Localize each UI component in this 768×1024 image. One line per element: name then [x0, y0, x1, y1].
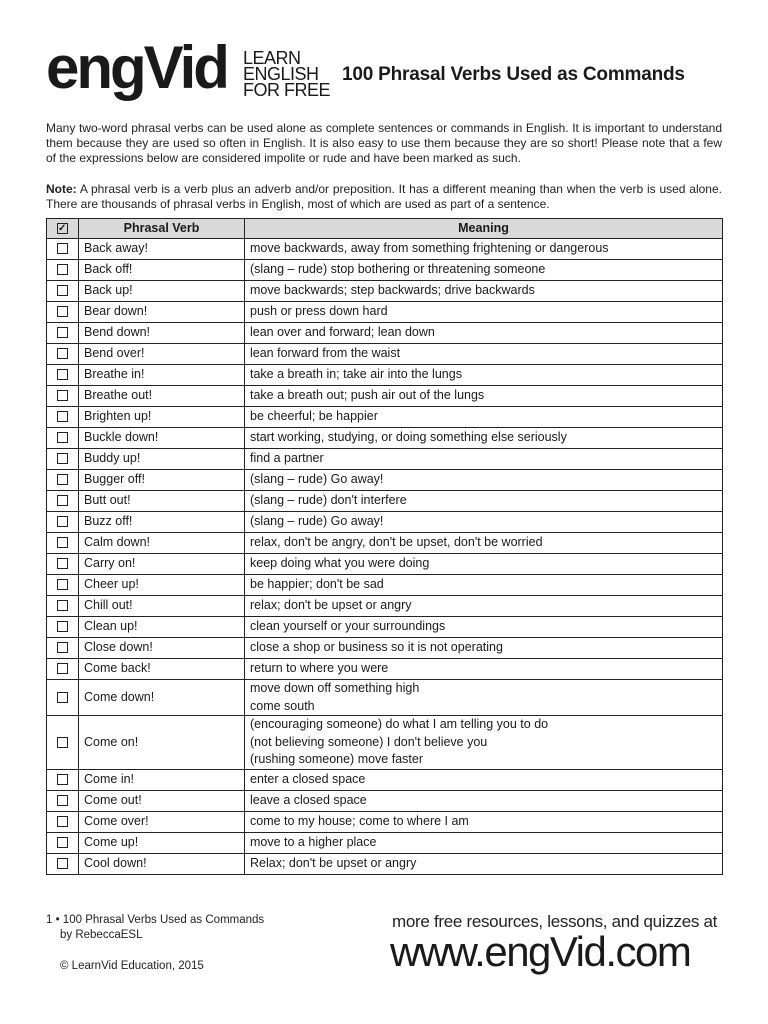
table-row	[47, 344, 723, 365]
meaning-cell	[245, 365, 723, 386]
meaning-cell	[245, 554, 723, 575]
meaning-line: come south	[250, 698, 315, 713]
meaning-line: keep doing what you were doing	[250, 556, 430, 571]
checkbox[interactable]	[57, 816, 68, 827]
phrasal-verb-cell: Clean up!	[79, 617, 245, 638]
meaning-cell	[245, 491, 723, 512]
checkbox[interactable]	[57, 579, 68, 590]
checkbox-cell	[47, 790, 79, 811]
phrasal-verb-cell: Chill out!	[79, 596, 245, 617]
meaning-cell	[245, 617, 723, 638]
meaning-line: close a shop or business so it is not operating	[250, 640, 503, 655]
meaning-line: Relax; don't be upset or angry	[250, 855, 417, 870]
checkbox-cell	[47, 832, 79, 853]
table-row	[47, 638, 723, 659]
meaning-cell	[245, 832, 723, 853]
page-header	[46, 34, 726, 114]
checkbox[interactable]	[57, 453, 68, 464]
table-body	[47, 239, 723, 875]
phrasal-verb-cell: Bear down!	[79, 302, 245, 323]
table-row	[47, 302, 723, 323]
checkbox-cell	[47, 554, 79, 575]
meaning-line: take a breath out; push air out of the lungs	[250, 388, 485, 403]
checkbox[interactable]	[57, 837, 68, 848]
checkbox[interactable]	[57, 390, 68, 401]
table-row	[47, 365, 723, 386]
table-row	[47, 575, 723, 596]
tagline-line-1: LEARN	[243, 48, 301, 68]
checkbox[interactable]	[57, 663, 68, 674]
phrasal-verb-cell: Buddy up!	[79, 449, 245, 470]
checkbox[interactable]	[57, 264, 68, 275]
checkbox-cell	[47, 323, 79, 344]
meaning-cell	[245, 680, 723, 716]
checkbox[interactable]	[57, 285, 68, 296]
table-header-row	[47, 219, 723, 239]
checkbox[interactable]	[57, 243, 68, 254]
meaning-line: move backwards, away from something frightening or dangerous	[250, 241, 609, 256]
phrasal-verb-cell: Breathe out!	[79, 386, 245, 407]
checkbox[interactable]	[57, 369, 68, 380]
table-row	[47, 407, 723, 428]
meaning-cell	[245, 790, 723, 811]
meaning-line: (slang – rude) Go away!	[250, 514, 384, 529]
phrasal-verb-cell: Come out!	[79, 790, 245, 811]
meaning-cell	[245, 281, 723, 302]
checkbox-cell	[47, 260, 79, 281]
meaning-cell	[245, 260, 723, 281]
phrasal-verb-cell: Bend over!	[79, 344, 245, 365]
meaning-line: be cheerful; be happier	[250, 409, 378, 424]
phrasal-verb-cell: Come over!	[79, 811, 245, 832]
meaning-line: leave a closed space	[250, 792, 367, 807]
meaning-cell	[245, 811, 723, 832]
meaning-cell	[245, 575, 723, 596]
meaning-cell	[245, 344, 723, 365]
footer-credits	[46, 913, 264, 974]
checkbox[interactable]	[57, 537, 68, 548]
meaning-line: be happier; don't be sad	[250, 577, 384, 592]
checkbox-cell	[47, 659, 79, 680]
checkbox-cell	[47, 680, 79, 716]
table-row	[47, 386, 723, 407]
table-row	[47, 491, 723, 512]
checkbox[interactable]	[57, 327, 68, 338]
checkbox-cell	[47, 344, 79, 365]
meaning-cell	[245, 470, 723, 491]
meaning-cell	[245, 659, 723, 680]
phrasal-verb-cell: Breathe in!	[79, 365, 245, 386]
checkbox-cell	[47, 617, 79, 638]
checkbox-cell	[47, 407, 79, 428]
footer-page-line: 1 • 100 Phrasal Verbs Used as Commands	[46, 914, 265, 926]
logo-tagline	[243, 50, 330, 98]
checkbox-cell	[47, 769, 79, 790]
meaning-line: (rushing someone) move faster	[250, 752, 423, 766]
table-row	[47, 428, 723, 449]
table-row	[47, 790, 723, 811]
checked-box-icon	[57, 223, 68, 234]
document-title: 100 Phrasal Verbs Used as Commands	[342, 64, 685, 85]
checkbox-cell	[47, 386, 79, 407]
tagline-line-2: ENGLISH	[243, 64, 319, 84]
phrasal-verb-cell: Back off!	[79, 260, 245, 281]
table-row	[47, 617, 723, 638]
meaning-line: take a breath in; take air into the lungs	[250, 367, 462, 382]
checkbox-cell	[47, 449, 79, 470]
meaning-line: start working, studying, or doing something else seriously	[250, 430, 567, 445]
checkbox[interactable]	[57, 432, 68, 443]
meaning-line: move backwards; step backwards; drive backwards	[250, 283, 535, 298]
checkbox-cell	[47, 638, 79, 659]
footer-website-link[interactable]: www.engVid.com	[390, 928, 691, 975]
footer-author: by RebeccaESL	[60, 929, 143, 941]
phrasal-verb-cell: Come in!	[79, 769, 245, 790]
checkbox-cell	[47, 281, 79, 302]
checkbox-cell	[47, 811, 79, 832]
table-row	[47, 554, 723, 575]
meaning-cell	[245, 302, 723, 323]
meaning-line: (encouraging someone) do what I am telling you to do	[250, 717, 549, 731]
checkbox-cell	[47, 239, 79, 260]
meaning-cell	[245, 853, 723, 874]
meaning-line: clean yourself or your surroundings	[250, 619, 446, 634]
phrasal-verb-cell: Cheer up!	[79, 575, 245, 596]
phrasal-verb-column-header: Phrasal Verb	[79, 219, 245, 239]
meaning-cell	[245, 596, 723, 617]
checkbox[interactable]	[57, 474, 68, 485]
table-row	[47, 832, 723, 853]
meaning-cell	[245, 428, 723, 449]
meaning-line: (slang – rude) Go away!	[250, 472, 384, 487]
footer-copyright: © LearnVid Education, 2015	[60, 960, 204, 972]
phrasal-verb-cell: Buzz off!	[79, 512, 245, 533]
phrasal-verb-cell: Bend down!	[79, 323, 245, 344]
phrasal-verb-cell: Come back!	[79, 659, 245, 680]
meaning-line: relax, don't be angry, don't be upset, don't be worried	[250, 535, 543, 550]
checkbox[interactable]	[57, 306, 68, 317]
table-row	[47, 239, 723, 260]
checkbox[interactable]	[57, 411, 68, 422]
phrasal-verb-cell: Cool down!	[79, 853, 245, 874]
engvid-logo: engVid	[46, 34, 227, 101]
meaning-cell	[245, 323, 723, 344]
meaning-line: relax; don't be upset or angry	[250, 598, 412, 613]
checkbox-cell	[47, 575, 79, 596]
table-row	[47, 281, 723, 302]
meaning-line: enter a closed space	[250, 771, 366, 786]
checkbox[interactable]	[57, 348, 68, 359]
note-paragraph	[46, 182, 722, 212]
checkbox[interactable]	[57, 516, 68, 527]
checkbox[interactable]	[57, 858, 68, 869]
phrasal-verb-cell: Carry on!	[79, 554, 245, 575]
checkbox-cell	[47, 365, 79, 386]
table-row	[47, 716, 723, 770]
meaning-cell	[245, 716, 723, 770]
phrasal-verb-cell: Buckle down!	[79, 428, 245, 449]
table-row	[47, 260, 723, 281]
meaning-cell	[245, 769, 723, 790]
meaning-line: (slang – rude) don't interfere	[250, 493, 407, 508]
meaning-line: come to my house; come to where I am	[250, 813, 469, 828]
meaning-line: move down off something high	[250, 681, 420, 695]
checkbox-cell	[47, 512, 79, 533]
meaning-cell	[245, 638, 723, 659]
meaning-cell	[245, 407, 723, 428]
table-row	[47, 853, 723, 874]
checkbox[interactable]	[57, 621, 68, 632]
phrasal-verb-cell: Bugger off!	[79, 470, 245, 491]
checkbox-column-header	[47, 219, 79, 239]
checkbox[interactable]	[57, 692, 68, 703]
phrasal-verb-cell: Calm down!	[79, 533, 245, 554]
checkbox-cell	[47, 428, 79, 449]
phrasal-verb-cell: Come up!	[79, 832, 245, 853]
checkbox-cell	[47, 302, 79, 323]
meaning-line: (not believing someone) I don't believe you	[250, 734, 488, 749]
tagline-line-3: FOR FREE	[243, 80, 331, 100]
meaning-column-header: Meaning	[245, 219, 723, 239]
meaning-line: find a partner	[250, 451, 324, 466]
phrasal-verb-cell: Back away!	[79, 239, 245, 260]
phrasal-verb-cell: Brighten up!	[79, 407, 245, 428]
checkbox[interactable]	[57, 495, 68, 506]
meaning-cell	[245, 533, 723, 554]
meaning-line: move to a higher place	[250, 834, 377, 849]
checkbox[interactable]	[57, 642, 68, 653]
checkbox-cell	[47, 853, 79, 874]
meaning-cell	[245, 239, 723, 260]
table-row	[47, 680, 723, 716]
intro-paragraph: Many two-word phrasal verbs can be used alone as complete sentences or commands in English. It is important to understand them because they are used so often in English. It is also easy to use them because they are so short! Please note that a few of the expressions below are considered impolite or rude and have been marked as such.	[46, 121, 722, 165]
phrasal-verbs-table	[46, 218, 723, 875]
checkbox[interactable]	[57, 795, 68, 806]
table-row	[47, 449, 723, 470]
checkbox[interactable]	[57, 737, 68, 748]
meaning-line: return to where you were	[250, 661, 389, 676]
phrasal-verb-cell: Close down!	[79, 638, 245, 659]
table-row	[47, 769, 723, 790]
checkbox[interactable]	[57, 600, 68, 611]
checkbox-cell	[47, 491, 79, 512]
checkbox[interactable]	[57, 774, 68, 785]
meaning-line: lean forward from the waist	[250, 346, 401, 361]
checkbox[interactable]	[57, 558, 68, 569]
table-row	[47, 659, 723, 680]
phrasal-verb-cell: Come down!	[79, 680, 245, 716]
note-label: Note:	[46, 182, 77, 196]
table-row	[47, 512, 723, 533]
phrasal-verb-cell: Come on!	[79, 716, 245, 770]
footer-resources-text: more free resources, lessons, and quizzes at	[392, 912, 718, 931]
meaning-line: lean over and forward; lean down	[250, 325, 435, 340]
phrasal-verb-cell: Back up!	[79, 281, 245, 302]
meaning-cell	[245, 512, 723, 533]
meaning-line: (slang – rude) stop bothering or threatening someone	[250, 262, 546, 277]
table-row	[47, 470, 723, 491]
checkbox-cell	[47, 596, 79, 617]
meaning-cell	[245, 449, 723, 470]
checkbox-cell	[47, 716, 79, 770]
table-row	[47, 596, 723, 617]
meaning-cell	[245, 386, 723, 407]
checkbox-cell	[47, 533, 79, 554]
checkbox-cell	[47, 470, 79, 491]
table-row	[47, 323, 723, 344]
table-row	[47, 533, 723, 554]
table-row	[47, 811, 723, 832]
meaning-line: push or press down hard	[250, 304, 388, 319]
phrasal-verb-cell: Butt out!	[79, 491, 245, 512]
note-text: A phrasal verb is a verb plus an adverb and/or preposition. It has a different meaning than when the verb is used alone. There are thousands of phrasal verbs in English, most of which are used as part of a sentence.	[46, 182, 722, 211]
